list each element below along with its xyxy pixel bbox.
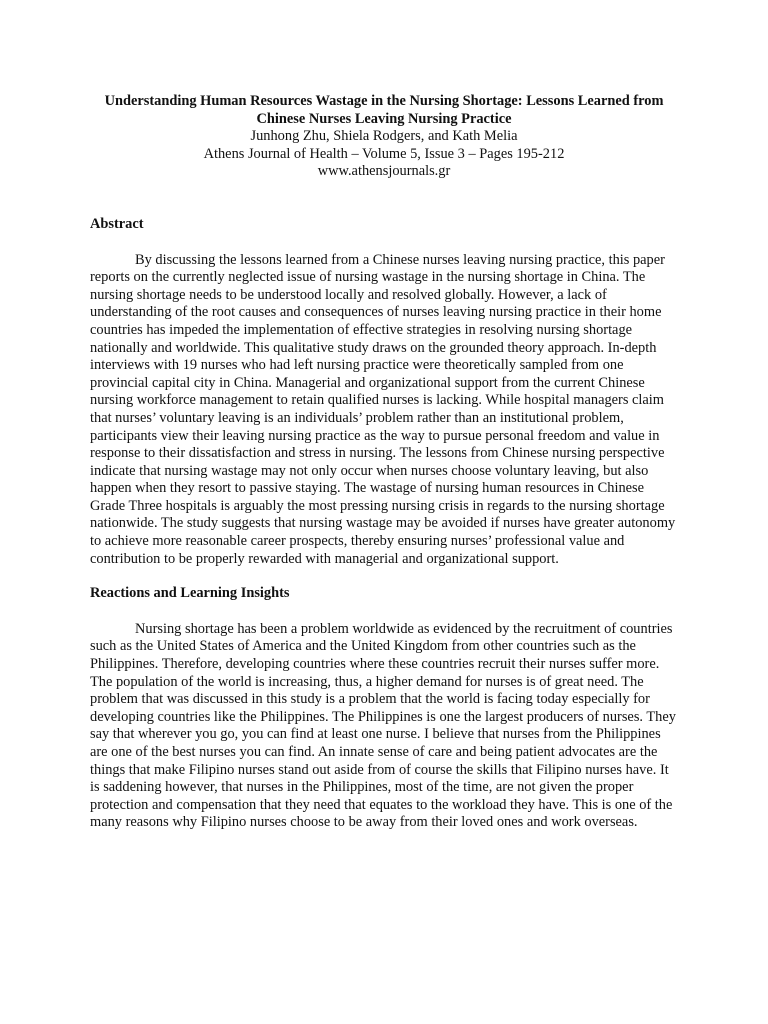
- paper-authors: Junhong Zhu, Shiela Rodgers, and Kath Melia: [250, 128, 518, 145]
- journal-url: www.athensjournals.gr: [317, 163, 451, 180]
- abstract-paragraph: By discussing the lessons learned from a Chinese nurses leaving nursing practice, this paper reports on the currently neglected issue of nursing wastage in the nursing shortage in China. The nursing shortage needs to be understood locally and resolved globally. However, a lack of understanding of the root causes and consequences of nurses leaving nursing practice in their home countries has impeded the implementation of effective strategies in resolving nursing shortage nationally and worldwide. This qualitative study draws on the grounded theory approach. In-depth interviews with 19 nurses who had left nursing practice were theoretically sampled from one provincial capital city in China. Managerial and organizational support from the current Chinese nursing workforce management to retain qualified nurses is lacking. While hospital managers claim that nurses’ voluntary leaving is an individuals’ problem rather than an institutional problem, participants view their leaving nursing practice as the way to pursue personal freedom and value in response to their dissatisfaction and stress in nursing. The lessons from Chinese nursing perspective indicate that nursing wastage may not only occur when nurses choose voluntary leaving, but also happen when they resort to passive staying. The wastage of nursing human resources in Chinese Grade Three hospitals is arguably the most pressing nursing crisis in regards to the nursing shortage nationwide. The study suggests that nursing wastage may be avoided if nurses have greater autonomy to achieve more reasonable career prospects, thereby ensuring nurses’ professional value and contribution to be properly rewarded with managerial and organizational support.: [90, 251, 676, 567]
- document-header: [90, 93, 678, 181]
- reactions-heading: Reactions and Learning Insights: [90, 585, 290, 602]
- paper-title: Understanding Human Resources Wastage in the Nursing Shortage: Lessons Learned from Chinese Nurses Leaving Nursing Practice: [104, 93, 664, 127]
- journal-citation: Athens Journal of Health – Volume 5, Issue 3 – Pages 195-212: [203, 145, 565, 162]
- reactions-paragraph: Nursing shortage has been a problem worldwide as evidenced by the recruitment of countries such as the United States of America and the United Kingdom from other countries such as the Philippines. Therefore, developing countries where these countries recruit their nurses suffer more. The population of the world is increasing, thus, a higher demand for nurses is of great need. The problem that was discussed in this study is a problem that the world is facing today especially for developing countries like the Philippines. The Philippines is one the largest producers of nurses. They say that wherever you go, you can find at least one nurse. I believe that nurses from the Philippines are one of the best nurses you can find. An innate sense of care and being patient advocates are the things that make Filipino nurses stand out aside from of course the skills that Filipino nurses have. It is saddening however, that nurses in the Philippines, most of the time, are not given the proper protection and compensation that they need that equates to the workload they have. This is one of the many reasons why Filipino nurses choose to be away from their loved ones and work overseas.: [90, 620, 676, 831]
- document-page: [90, 93, 678, 832]
- abstract-heading: Abstract: [90, 215, 144, 232]
